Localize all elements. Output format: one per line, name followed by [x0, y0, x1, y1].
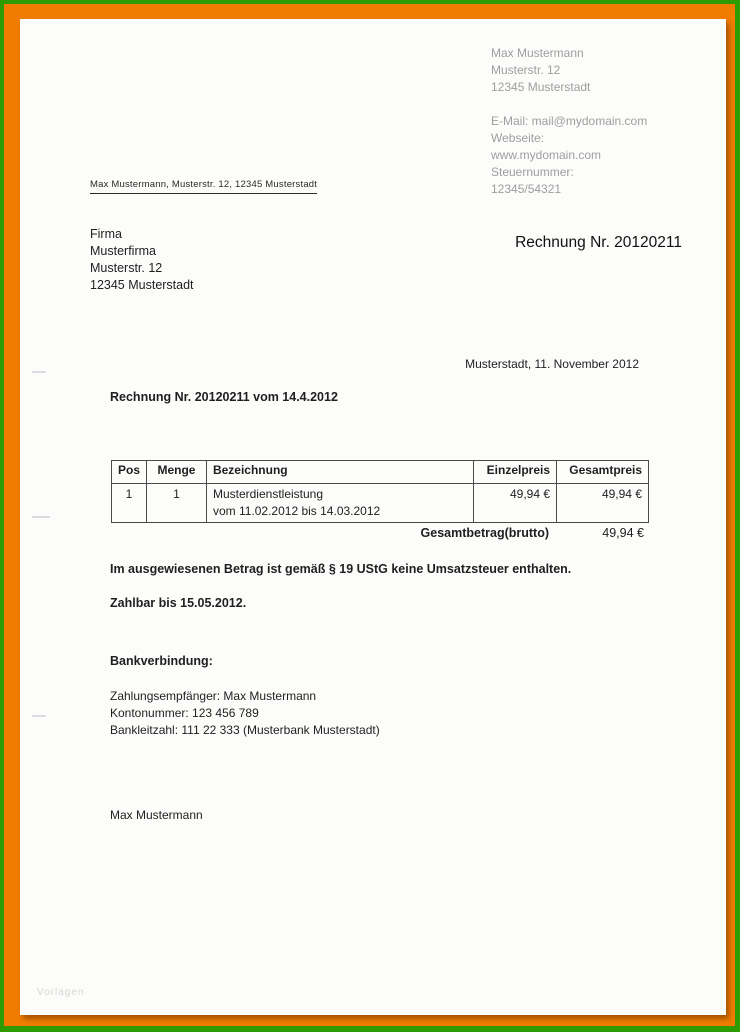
total-value: 49,94 € — [602, 526, 644, 540]
cell-bezeichnung — [206, 484, 473, 523]
spacer — [491, 96, 647, 113]
invoice-subject: Rechnung Nr. 20120211 vom 14.4.2012 — [110, 390, 338, 404]
sender-tax-label: Steuernummer: — [491, 165, 574, 179]
header-pos: Pos — [112, 461, 147, 484]
sender-website-label: Webseite: — [491, 131, 545, 145]
bezeichnung-line2: vom 11.02.2012 bis 14.03.2012 — [212, 504, 381, 518]
bezeichnung-line1: Musterdienstleistung — [212, 487, 324, 501]
cell-einzelpreis: 49,94 € — [474, 484, 557, 523]
header-gesamtpreis: Gesamtpreis — [557, 461, 649, 484]
cell-gesamtpreis: 49,94 € — [557, 484, 649, 523]
bank-heading: Bankverbindung: — [110, 654, 213, 668]
sender-street: Musterstr. 12 — [491, 63, 561, 77]
total-label: Gesamtbetrag(brutto) — [420, 526, 549, 540]
sender-city: 12345 Musterstadt — [491, 80, 591, 94]
sender-tax-number: 12345/54321 — [491, 182, 562, 196]
sender-contact-block — [491, 45, 647, 198]
bank-account: Kontonummer: 123 456 789 — [110, 706, 259, 720]
header-bezeichnung: Bezeichnung — [206, 461, 473, 484]
recipient-line: Firma — [90, 227, 122, 241]
signature-name: Max Mustermann — [110, 808, 203, 822]
table-row — [112, 484, 649, 523]
fold-mark — [32, 516, 50, 518]
total-row — [111, 525, 649, 542]
sender-website: www.mydomain.com — [491, 148, 602, 162]
cell-menge: 1 — [147, 484, 207, 523]
sender-name: Max Mustermann — [491, 46, 584, 60]
tax-note: Im ausgewiesenen Betrag ist gemäß § 19 UStG keine Umsatzsteuer enthalten. — [110, 562, 572, 576]
sender-email: E-Mail: mail@mydomain.com — [491, 114, 648, 128]
fold-mark — [32, 371, 46, 373]
return-address-line: Max Mustermann, Musterstr. 12, 12345 Musterstadt — [90, 179, 317, 194]
fold-mark — [32, 715, 46, 717]
cell-pos: 1 — [112, 484, 147, 523]
recipient-address-block — [90, 226, 194, 294]
header-menge: Menge — [147, 461, 207, 484]
recipient-line: Musterfirma — [90, 244, 156, 258]
bank-code: Bankleitzahl: 111 22 333 (Musterbank Musterstadt) — [110, 723, 380, 737]
bank-payee: Zahlungsempfänger: Max Mustermann — [110, 689, 317, 703]
table-header-row — [112, 461, 649, 484]
invoice-page — [20, 19, 726, 1015]
payment-due-note: Zahlbar bis 15.05.2012. — [110, 596, 247, 610]
invoice-title: Rechnung Nr. 20120211 — [515, 234, 682, 251]
orange-inner-border — [4, 4, 735, 1026]
recipient-line: 12345 Musterstadt — [90, 278, 194, 292]
date-line: Musterstadt, 11. November 2012 — [465, 357, 639, 371]
items-table — [111, 460, 649, 523]
header-einzelpreis: Einzelpreis — [474, 461, 557, 484]
bank-details-block — [110, 688, 380, 739]
recipient-line: Musterstr. 12 — [90, 261, 163, 275]
watermark-text: Vorlagen — [37, 987, 85, 998]
